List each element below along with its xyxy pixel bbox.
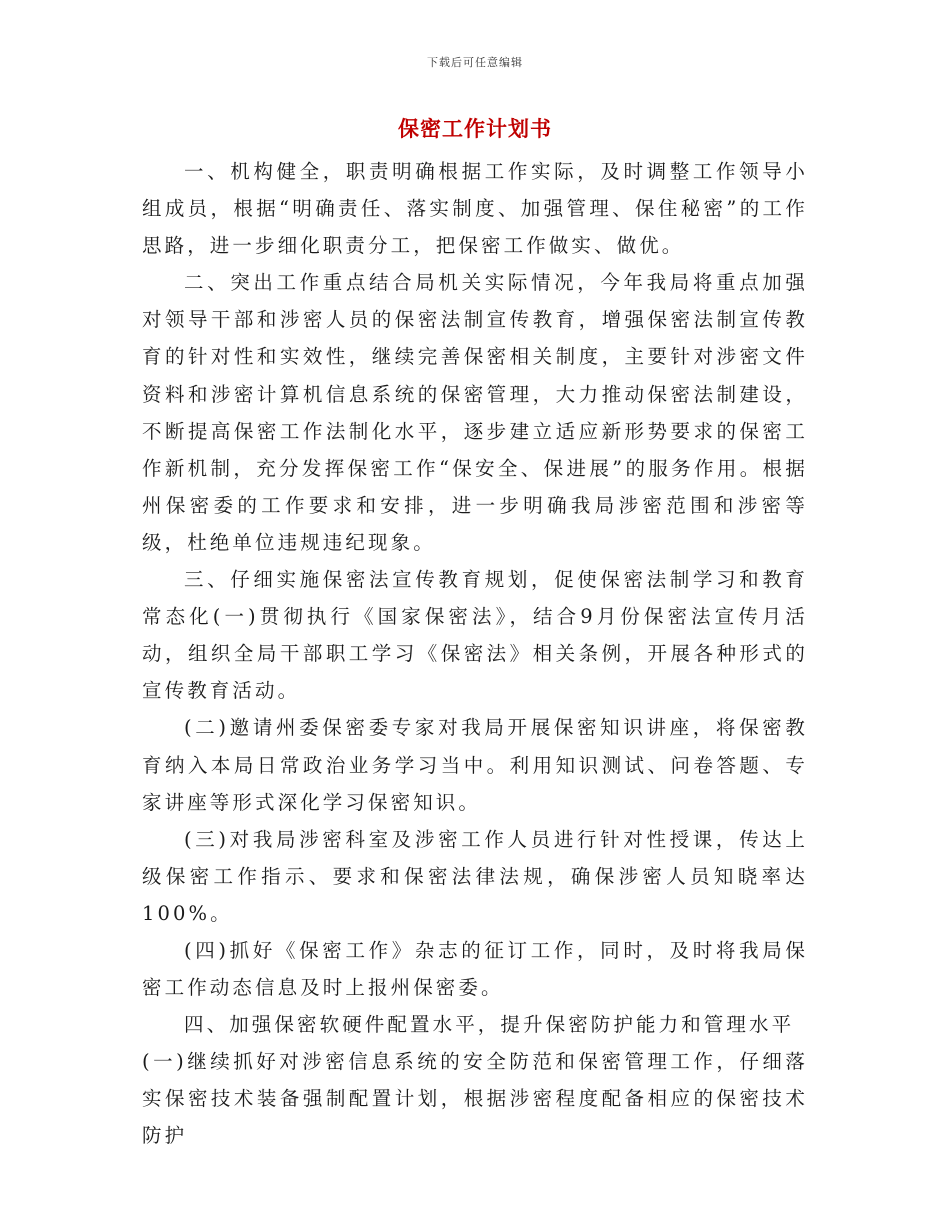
paragraph-4: (二)邀请州委保密委专家对我局开展保密知识讲座，将保密教育纳入本局日常政治业务学习当中。利用知识测试、问卷答题、专家讲座等形式深化学习保密知识。 (142, 716, 808, 814)
document-body (142, 153, 808, 1155)
paragraph-7: 四、加强保密软硬件配置水平，提升保密防护能力和管理水平 (184, 1013, 795, 1037)
paragraph-6: (四)抓好《保密工作》杂志的征订工作，同时，及时将我局保密工作动态信息及时上报州保密委。 (142, 938, 808, 1000)
paragraph-3: 三、仔细实施保密法宣传教育规划，促使保密法制学习和教育常态化(一)贯彻执行《国家保密法》，结合9月份保密法宣传月活动，组织全局干部职工学习《保密法》相关条例，开展各种形式的宣传教育活动。 (142, 568, 808, 703)
header-note: 下载后可任意编辑 (427, 56, 523, 69)
paragraph-1: 一、机构健全，职责明确根据工作实际，及时调整工作领导小组成员，根据“明确责任、落实制度、加强管理、保住秘密”的工作思路，进一步细化职责分工，把保密工作做实、做优。 (142, 160, 808, 258)
paragraph-8: (一)继续抓好对涉密信息系统的安全防范和保密管理工作，仔细落实保密技术装备强制配置计划，根据涉密程度配备相应的保密技术防护 (142, 1050, 808, 1148)
paragraph-5: (三)对我局涉密科室及涉密工作人员进行针对性授课，传达上级保密工作指示、要求和保密法律法规，确保涉密人员知晓率达100%。 (142, 827, 808, 925)
document-title: 保密工作计划书 (398, 116, 552, 141)
paragraph-2: 二、突出工作重点结合局机关实际情况，今年我局将重点加强对领导干部和涉密人员的保密法制宣传教育，增强保密法制宣传教育的针对性和实效性，继续完善保密相关制度，主要针对涉密文件资料和涉密计算机信息系统的保密管理，大力推动保密法制建设，不断提高保密工作法制化水平，逐步建立适应新形势要求的保密工作新机制，充分发挥保密工作“保安全、保进展”的服务作用。根据州保密委的工作要求和安排，进一步明确我局涉密范围和涉密等级，杜绝单位违规违纪现象。 (142, 271, 808, 554)
